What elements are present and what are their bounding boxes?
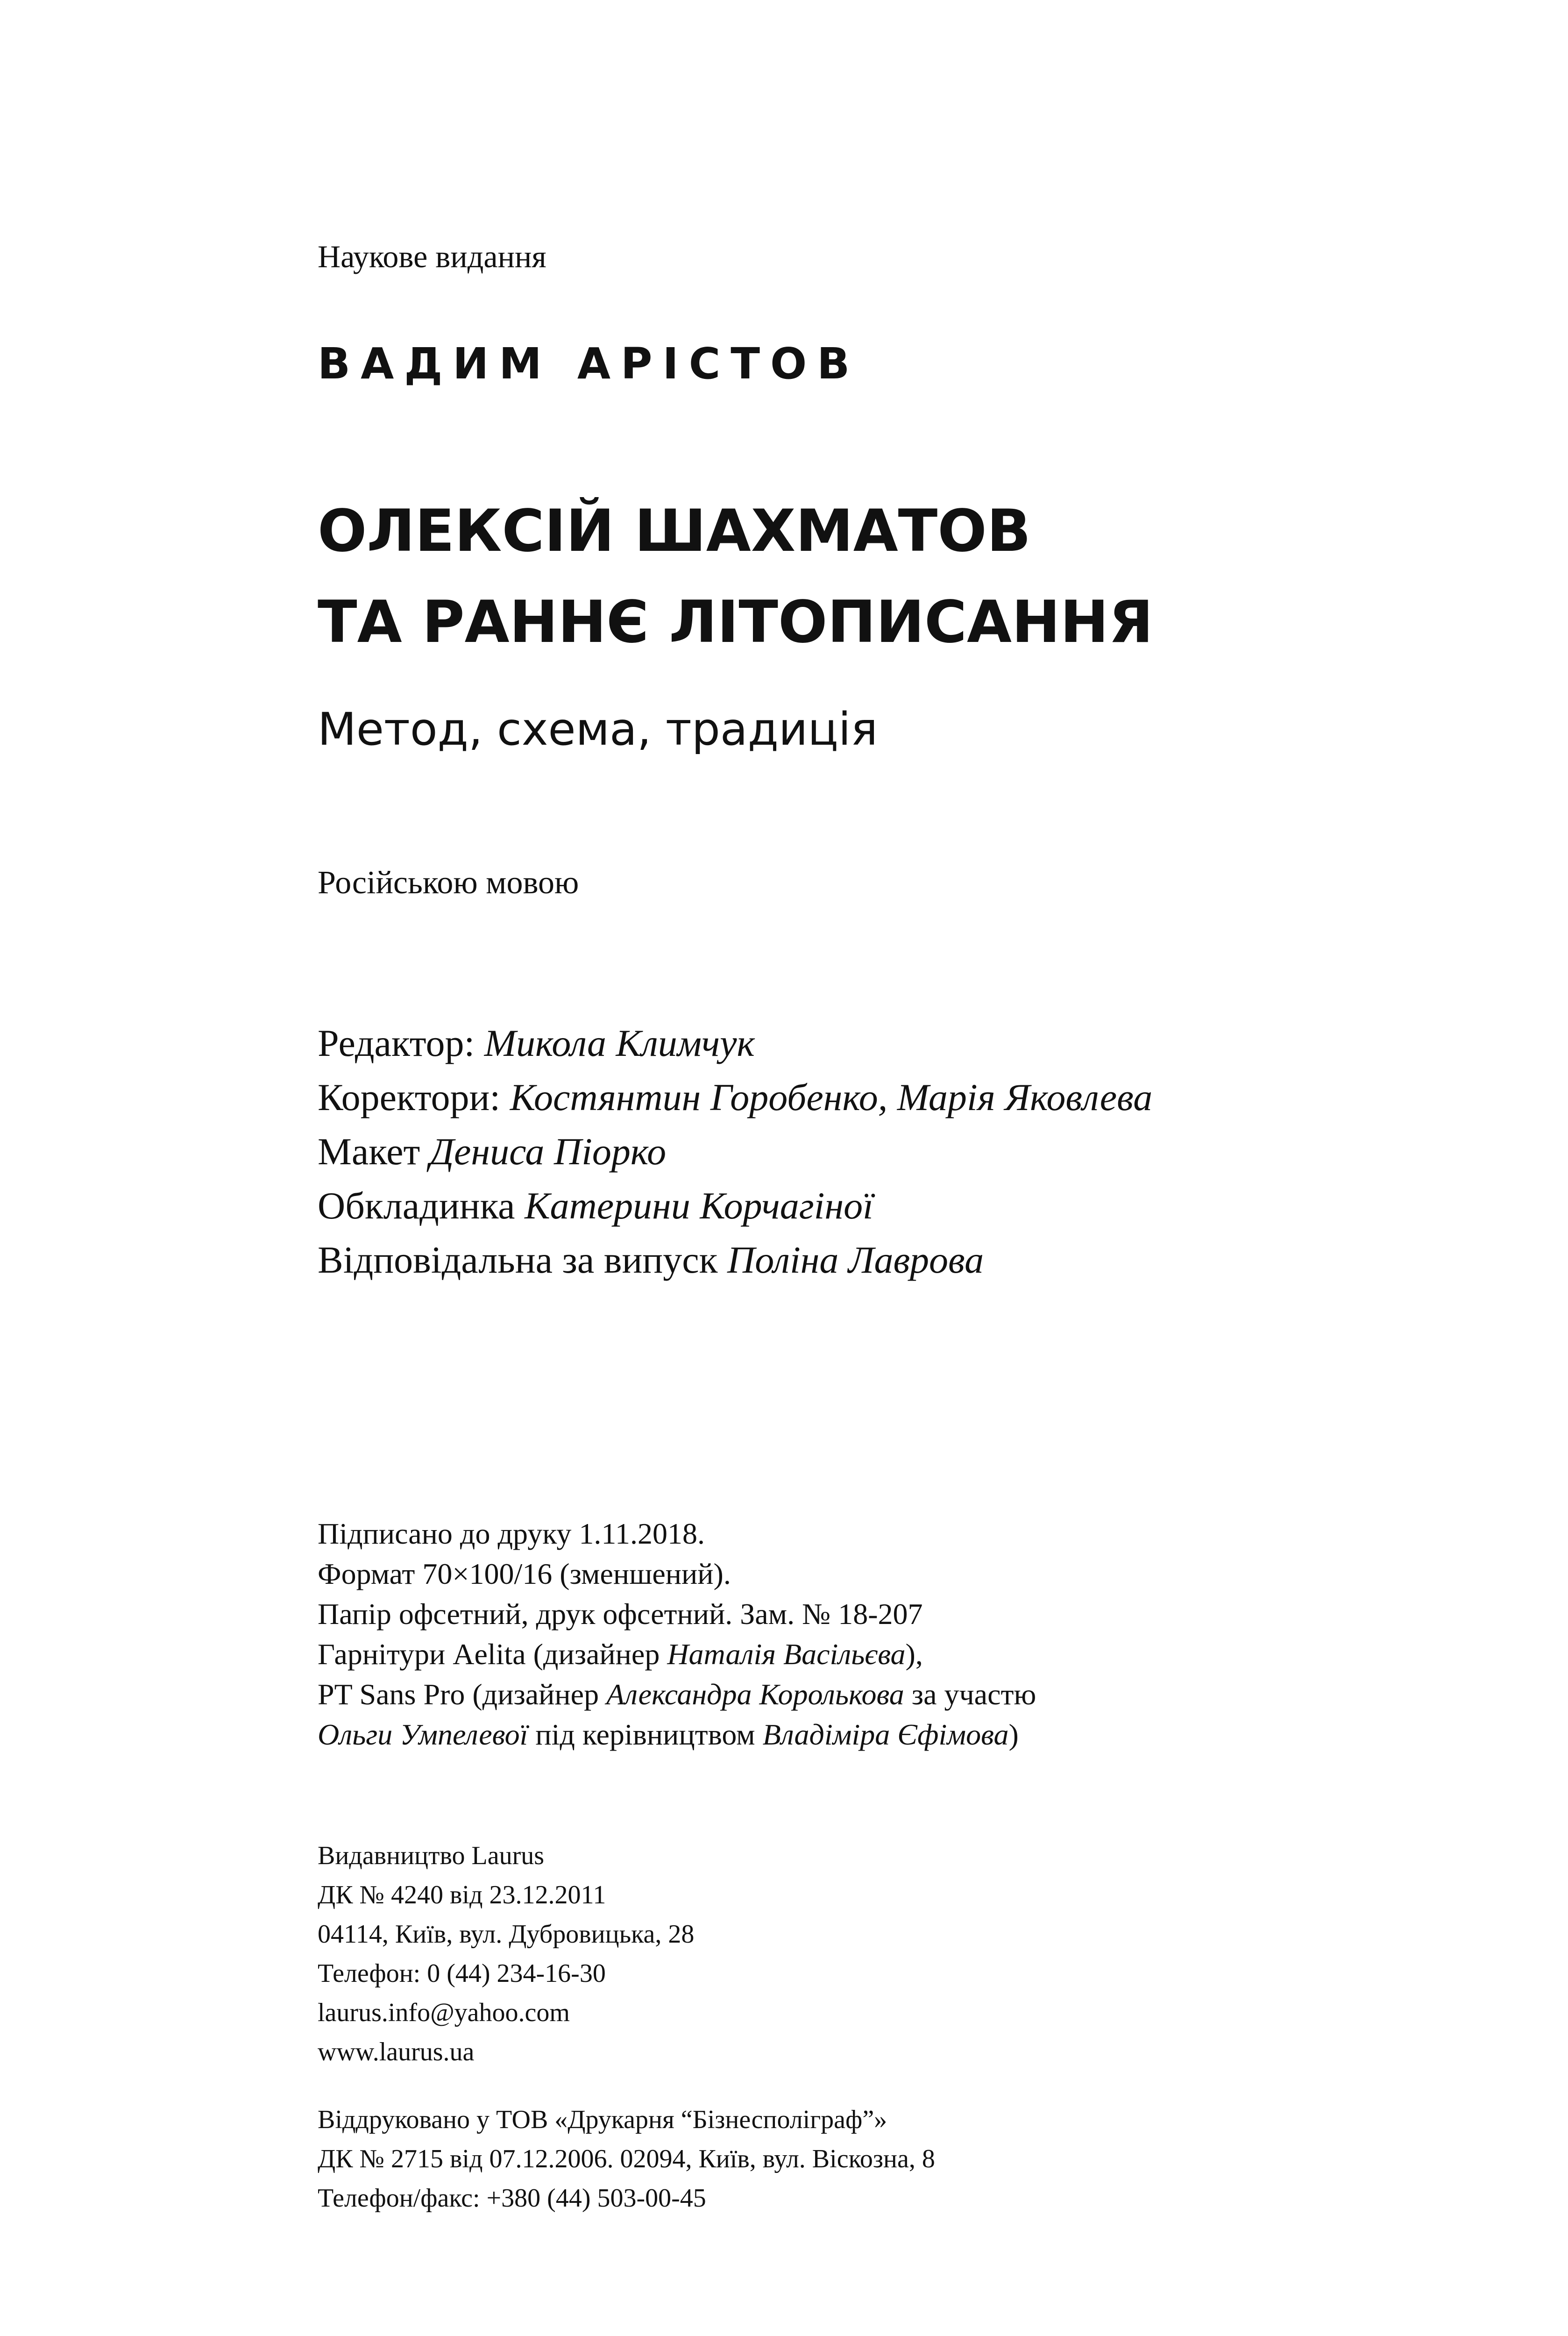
fonts-line-3-name-1: Ольги Умпелевої — [318, 1718, 528, 1751]
printer-license-address: ДК № 2715 від 07.12.2006. 02094, Київ, вул. Віскозна, 8 — [318, 2144, 935, 2173]
signed-date: Підписано до друку 1.11.2018. — [318, 1517, 705, 1550]
fonts-line-3 — [318, 1715, 1036, 1755]
proofreaders-credit — [318, 1070, 1152, 1125]
layout-label: Макет — [318, 1130, 430, 1173]
editor-label: Редактор: — [318, 1022, 484, 1064]
fonts-line-2-suffix: за участю — [904, 1678, 1036, 1711]
publisher-info — [318, 1836, 694, 2072]
fonts-line-3-middle: під керівництвом — [528, 1718, 763, 1751]
proofreaders-names: Костянтин Горобенко, Марія Яковлева — [510, 1076, 1153, 1118]
fonts-line-1-suffix: ), — [905, 1638, 923, 1671]
editor-credit — [318, 1016, 1152, 1070]
book-subtitle: Метод, схема, традиція — [318, 703, 878, 755]
publisher-phone: Телефон: 0 (44) 234-16-30 — [318, 1959, 606, 1988]
credits — [318, 1016, 1152, 1287]
fonts-line-2-name: Александра Королькова — [606, 1678, 904, 1711]
fonts-line-2-prefix: PT Sans Pro (дизайнер — [318, 1678, 607, 1711]
paper-info: Папір офсетний, друк офсетний. Зам. № 18-207 — [318, 1597, 923, 1631]
format-info: Формат 70×100/16 (зменшений). — [318, 1557, 731, 1590]
fonts-line-1 — [318, 1634, 1036, 1674]
book-title-line-2: ТА РАННЄ ЛІТОПИСАННЯ — [318, 589, 1153, 656]
printer-info — [318, 2100, 935, 2218]
responsible-label: Відповідальна за випуск — [318, 1239, 728, 1281]
responsible-credit — [318, 1233, 1152, 1287]
publisher-website: www.laurus.ua — [318, 2037, 475, 2066]
cover-credit — [318, 1179, 1152, 1233]
cover-name: Катерини Корчагіної — [525, 1184, 873, 1227]
book-title — [318, 486, 1153, 668]
layout-credit — [318, 1125, 1152, 1179]
publisher-address: 04114, Київ, вул. Дубровицька, 28 — [318, 1920, 695, 1949]
fonts-line-1-prefix: Гарнітури Aelita (дизайнер — [318, 1638, 667, 1671]
author-name: ВАДИМ АРІСТОВ — [318, 339, 860, 389]
fonts-line-1-name: Наталія Васільєва — [667, 1638, 906, 1671]
cover-label: Обкладинка — [318, 1184, 525, 1227]
fonts-line-2 — [318, 1674, 1036, 1715]
fonts-line-3-name-2: Владіміра Єфімова — [762, 1718, 1009, 1751]
book-title-line-1: ОЛЕКСІЙ ШАХМАТОВ — [318, 498, 1031, 565]
responsible-name: Поліна Лаврова — [727, 1239, 984, 1281]
publisher-email: laurus.info@yahoo.com — [318, 1998, 570, 2027]
publisher-name: Видавництво Laurus — [318, 1841, 545, 1870]
fonts-line-3-suffix: ) — [1008, 1718, 1019, 1751]
editor-name: Микола Климчук — [484, 1022, 755, 1064]
publisher-license: ДК № 4240 від 23.12.2011 — [318, 1880, 606, 1909]
printer-phone: Телефон/факс: +380 (44) 503-00-45 — [318, 2184, 706, 2213]
proofreaders-label: Коректори: — [318, 1076, 510, 1118]
series-label: Наукове видання — [318, 239, 546, 274]
layout-name: Дениса Піорко — [429, 1130, 667, 1173]
language-note: Російською мовою — [318, 865, 579, 901]
printer-name: Віддруковано у ТОВ «Друкарня “Бізнесполіграф”» — [318, 2105, 887, 2134]
print-imprint — [318, 1514, 1036, 1755]
